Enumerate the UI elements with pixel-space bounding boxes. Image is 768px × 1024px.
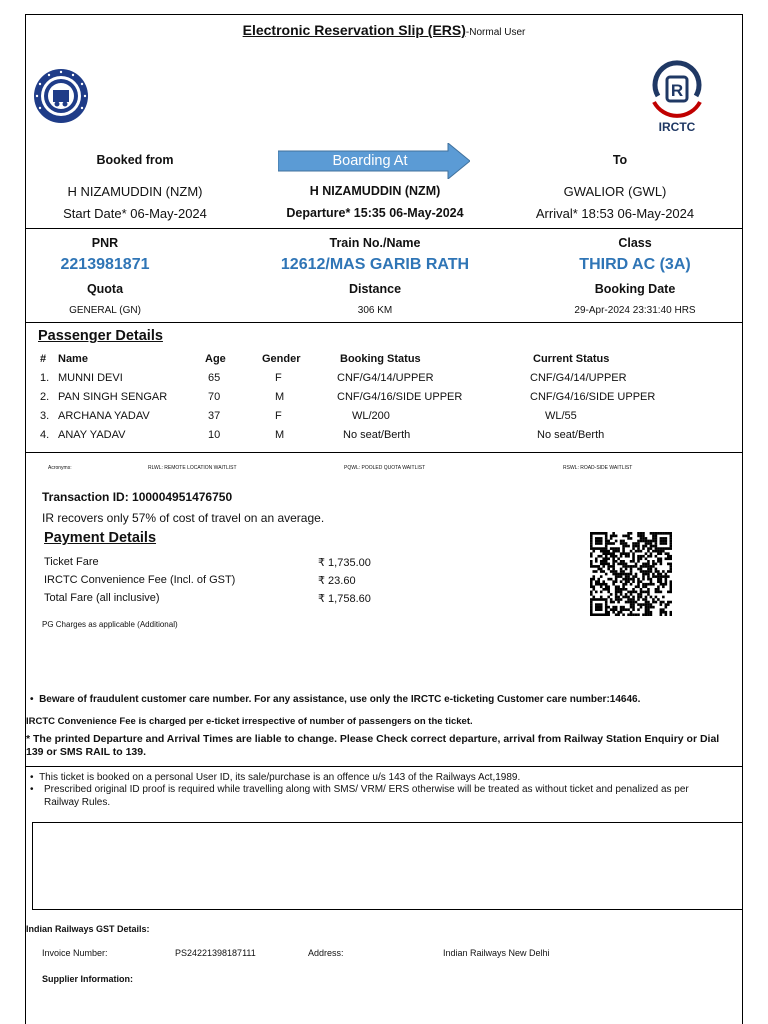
convenience-fee-label: IRCTC Convenience Fee (Incl. of GST) bbox=[44, 574, 236, 586]
passenger-age: 10 bbox=[208, 429, 221, 441]
passenger-booking-status: WL/200 bbox=[352, 410, 390, 422]
passenger-age: 70 bbox=[208, 391, 221, 403]
boarding-arrow bbox=[278, 143, 470, 179]
passenger-current-status: No seat/Berth bbox=[537, 429, 605, 441]
timing-note: * The printed Departure and Arrival Times are liable to change. Please Check correct departure, arrival from Railway Station Enquiry or Dial 139 or SMS RAIL to 139. bbox=[26, 733, 720, 758]
transaction-id: Transaction ID: 100004951476750 bbox=[42, 490, 233, 504]
col-header-age: Age bbox=[205, 353, 226, 365]
booking-date-value: 29-Apr-2024 23:31:40 HRS bbox=[574, 305, 696, 316]
passenger-name: MUNNI DEVI bbox=[58, 372, 123, 384]
acronym-rswl: RSWL: ROAD-SIDE WAITLIST bbox=[563, 465, 633, 471]
quota-label: Quota bbox=[86, 282, 124, 296]
distance-value: 306 KM bbox=[357, 305, 393, 316]
total-fare-value: ₹ 1,758.60 bbox=[318, 593, 371, 605]
total-fare-label: Total Fare (all inclusive) bbox=[44, 592, 160, 604]
passenger-num: 4. bbox=[40, 429, 50, 441]
supplier-info-label: Supplier Information: bbox=[42, 974, 133, 984]
divider-journey bbox=[25, 228, 743, 229]
col-header-num: # bbox=[40, 353, 47, 365]
id-proof-warning-text: Prescribed original ID proof is required while travelling along with SMS/ VRM/ ERS otherwise will be treated as without ticket and penalized as per Railway Rules. bbox=[44, 784, 689, 808]
irctc-logo bbox=[648, 58, 706, 138]
acronym-pqwl: PQWL: POOLED QUOTA WAITLIST bbox=[344, 465, 426, 471]
train-label: Train No./Name bbox=[329, 236, 421, 250]
invoice-number: PS24221398187111 bbox=[175, 948, 256, 958]
passenger-booking-status: No seat/Berth bbox=[343, 429, 411, 441]
passenger-booking-status: CNF/G4/14/UPPER bbox=[337, 372, 434, 384]
passenger-name: PAN SINGH SENGAR bbox=[58, 391, 168, 403]
divider-passengers bbox=[25, 452, 743, 453]
address-label: Address: bbox=[308, 948, 344, 958]
passenger-booking-status: CNF/G4/16/SIDE UPPER bbox=[337, 391, 463, 403]
document-title bbox=[0, 22, 768, 38]
fee-note: IRCTC Convenience Fee is charged per e-ticket irrespective of number of passengers on the ticket. bbox=[26, 716, 473, 727]
divider-ticket bbox=[25, 322, 743, 323]
svg-text:R: R bbox=[670, 81, 684, 100]
from-station: H NIZAMUDDIN (NZM) bbox=[67, 184, 203, 199]
class-label: Class bbox=[618, 236, 652, 250]
passenger-name: ARCHANA YADAV bbox=[58, 410, 150, 422]
passenger-gender: M bbox=[275, 391, 285, 403]
arrival-time: Arrival* 18:53 06-May-2024 bbox=[535, 206, 695, 221]
passenger-age: 37 bbox=[208, 410, 221, 422]
resale-warning-text: This ticket is booked on a personal User ID, its sale/purchase is an offence u/s 143 of the Railways Act,1989. bbox=[39, 772, 521, 783]
passenger-current-status: CNF/G4/14/UPPER bbox=[530, 372, 627, 384]
passenger-num: 1. bbox=[40, 372, 50, 384]
boarding-station: H NIZAMUDDIN (NZM) bbox=[309, 184, 441, 198]
irctc-logo-text: IRCTC bbox=[658, 120, 696, 134]
address-value: Indian Railways New Delhi bbox=[443, 948, 550, 958]
divider-notes bbox=[25, 766, 743, 767]
convenience-fee-value: ₹ 23.60 bbox=[318, 575, 356, 587]
col-header-booking-status: Booking Status bbox=[340, 353, 421, 365]
pg-charges-note: PG Charges as applicable (Additional) bbox=[42, 620, 178, 629]
col-header-current-status: Current Status bbox=[533, 353, 610, 365]
pnr-number: 2213981871 bbox=[60, 256, 150, 273]
passenger-current-status: WL/55 bbox=[545, 410, 577, 422]
boarding-at-label: Boarding At bbox=[332, 153, 408, 169]
passenger-gender: M bbox=[275, 429, 285, 441]
passenger-gender: F bbox=[275, 372, 282, 384]
acronym-rlwl: RLWL: REMOTE LOCATION WAITLIST bbox=[148, 465, 237, 471]
to-label: To bbox=[612, 153, 628, 167]
booking-date-label: Booking Date bbox=[594, 282, 676, 296]
passenger-name: ANAY YADAV bbox=[58, 429, 126, 441]
resale-warning bbox=[30, 772, 730, 783]
train-name: 12612/MAS GARIB RATH bbox=[280, 256, 470, 273]
col-header-gender: Gender bbox=[262, 353, 301, 365]
passenger-age: 65 bbox=[208, 372, 221, 384]
distance-label: Distance bbox=[348, 282, 402, 296]
start-date: Start Date* 06-May-2024 bbox=[63, 206, 207, 221]
gst-title: Indian Railways GST Details: bbox=[26, 924, 150, 934]
booked-from-label: Booked from bbox=[96, 153, 174, 167]
cost-recovery-note: IR recovers only 57% of cost of travel on an average. bbox=[42, 511, 325, 525]
indian-railways-logo bbox=[33, 68, 89, 124]
passenger-current-status: CNF/G4/16/SIDE UPPER bbox=[530, 391, 656, 403]
ers-title: Electronic Reservation Slip (ERS) bbox=[242, 22, 466, 38]
passenger-num: 2. bbox=[40, 391, 50, 403]
fraud-warning-text: Beware of fraudulent customer care number. For any assistance, use only the IRCTC e-ticketing Customer care number:14646. bbox=[39, 694, 641, 705]
quota-value: GENERAL (GN) bbox=[69, 305, 141, 316]
advertisement-box bbox=[32, 822, 743, 910]
fraud-warning bbox=[30, 694, 640, 705]
user-type: -Normal User bbox=[465, 27, 526, 38]
qr-code bbox=[590, 532, 672, 616]
bullet-icon: • bbox=[30, 784, 40, 795]
bullet-icon: • bbox=[30, 694, 40, 705]
invoice-label: Invoice Number: bbox=[42, 948, 108, 958]
ticket-fare-label: Ticket Fare bbox=[44, 556, 99, 568]
bullet-icon: • bbox=[30, 772, 40, 783]
passenger-gender: F bbox=[275, 410, 282, 422]
class-value: THIRD AC (3A) bbox=[579, 256, 691, 273]
passenger-num: 3. bbox=[40, 410, 50, 422]
acronyms-label: Acronyms: bbox=[48, 465, 72, 471]
col-header-name: Name bbox=[58, 353, 88, 365]
ticket-fare-value: ₹ 1,735.00 bbox=[318, 557, 371, 569]
to-station: GWALIOR (GWL) bbox=[563, 184, 667, 199]
pnr-label: PNR bbox=[91, 236, 119, 250]
payment-details-title: Payment Details bbox=[44, 530, 157, 546]
departure-time: Departure* 15:35 06-May-2024 bbox=[286, 206, 464, 220]
id-proof-warning bbox=[30, 784, 720, 809]
passenger-details-title: Passenger Details bbox=[38, 328, 163, 344]
